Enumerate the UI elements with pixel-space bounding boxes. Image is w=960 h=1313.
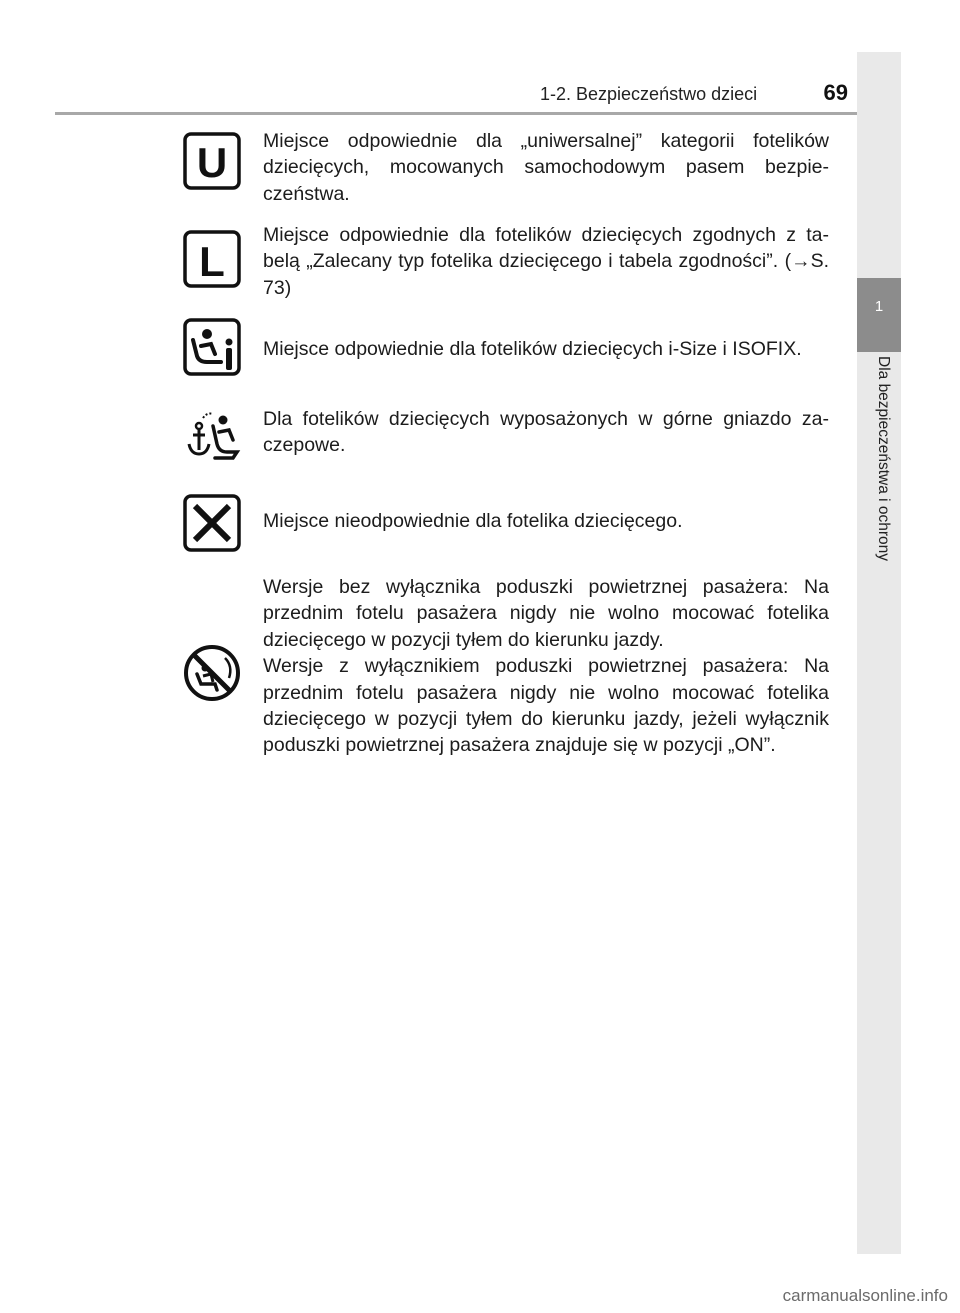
- legend-row-list: [183, 222, 829, 302]
- page-number: 69: [823, 80, 848, 105]
- not-suitable-x-icon: [183, 494, 241, 552]
- side-tab: [857, 52, 901, 1254]
- no-rear-facing-airbag-icon: [183, 644, 241, 702]
- icon-letter: U: [196, 139, 228, 186]
- paragraph-no-switch: Wersje bez wyłącznika poduszki powietrznej pasażera: Na przednim fotelu pasażera nigdy nie wolno mocować fotelika dziecięcego w pozycji tyłem do kierunku jazdy.: [263, 576, 829, 651]
- section-title: 1-2. Bezpieczeństwo dzieci: [540, 84, 758, 104]
- watermark: carmanualsonline.info: [782, 1286, 948, 1305]
- legend-text: Dla fotelików dziecięcych wyposażonych w górne gniazdo za-czepowe.: [263, 408, 829, 457]
- legend-row-no-rear-facing: [183, 574, 829, 770]
- i-size-isofix-icon: [183, 318, 241, 376]
- legend-text: [263, 574, 829, 759]
- top-tether-anchor-icon: [183, 408, 241, 466]
- legend-row-not-suitable: [183, 492, 829, 554]
- chapter-title: Dla bezpieczeństwa i ochrony: [875, 356, 892, 562]
- legend-text: Miejsce odpowiednie dla „uniwersalnej” kategorii fotelików dziecięcych, mocowanych samochodowym pasem bezpie-czeństwa.: [263, 130, 829, 205]
- paragraph-with-switch: Wersje z wyłącznikiem poduszki powietrznej pasażera: Na przednim fotelu pasażera nigdy nie wolno mocować fotelika dziecięcego w pozycji tyłem do kierunku jazdy, jeżeli wyłącznik poduszki powietrznej pasażera znajduje się w pozycji „ON”.: [263, 655, 829, 757]
- chapter-number-tab[interactable]: 1: [857, 278, 901, 352]
- legend-row-top-tether: [183, 406, 829, 468]
- icon-letter: L: [199, 238, 225, 285]
- legend-row-universal: [183, 128, 829, 205]
- universal-U-icon: [183, 132, 241, 190]
- header-rule: [55, 112, 901, 115]
- legend-text: Miejsce odpowiednie dla fotelików dziecięcych i-Size i ISOFIX.: [263, 338, 802, 360]
- legend-text: Miejsce odpowiednie dla fotelików dziecięcych zgodnych z ta-belą „Zalecany typ fotelika dziecięcego i tabela zgodności”. (→S. 73): [263, 224, 829, 299]
- L-list-icon: [183, 230, 241, 288]
- legend-text: Miejsce nieodpowiednie dla fotelika dziecięcego.: [263, 510, 683, 532]
- legend-row-isize-isofix: [183, 318, 829, 380]
